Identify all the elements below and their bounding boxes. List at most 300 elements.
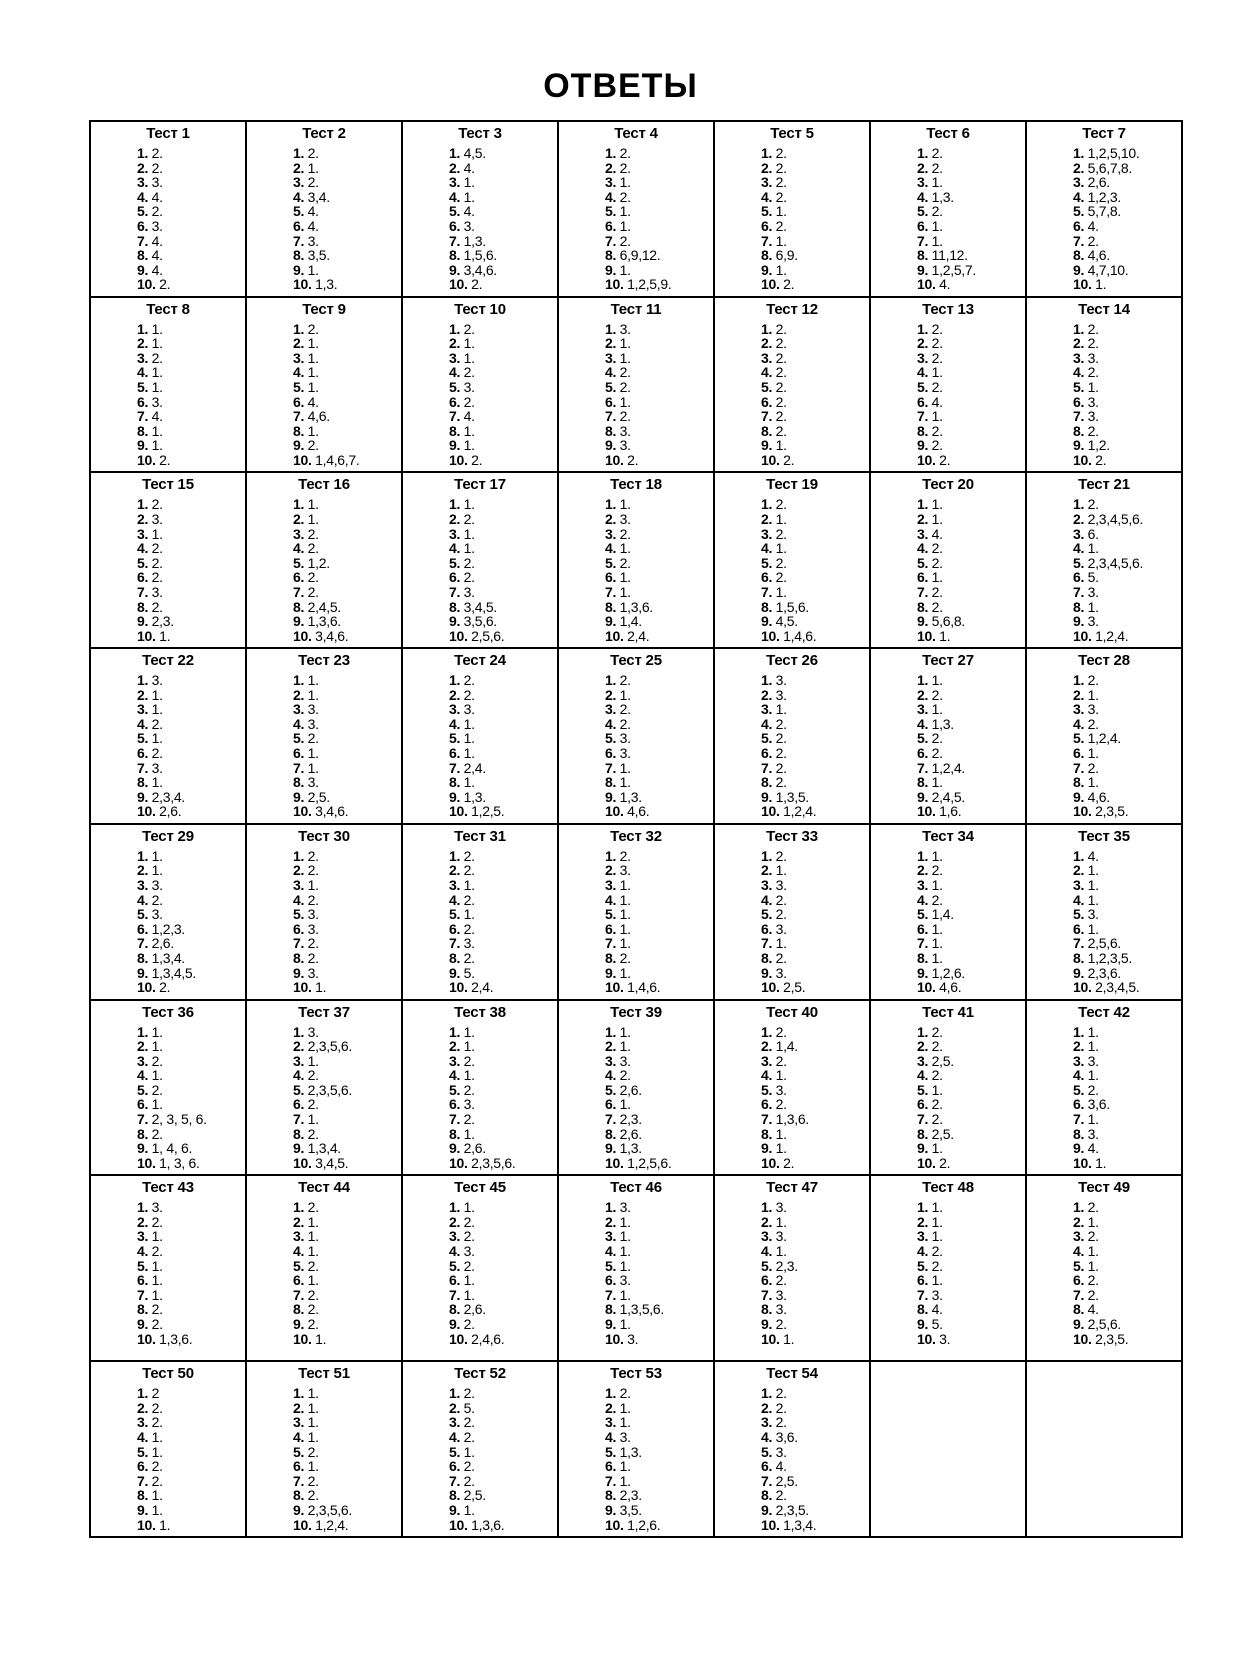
answer-item (605, 907, 713, 922)
answer-value: 4,6. (307, 408, 330, 425)
answer-value: 1. (783, 1330, 795, 1347)
question-number: 8. (761, 774, 773, 791)
answer-value: 2. (619, 554, 631, 571)
answer-value: 3. (619, 320, 631, 337)
answer-item (605, 1503, 713, 1518)
question-number: 1. (605, 1023, 617, 1040)
question-number: 4. (761, 1243, 773, 1259)
answer-value: 2. (931, 554, 943, 571)
answer-item (449, 702, 557, 717)
answer-item (137, 204, 245, 219)
answer-list (403, 1386, 557, 1532)
answer-item (605, 234, 713, 249)
answer-item (137, 175, 245, 190)
answer-item (449, 336, 557, 351)
answer-item (449, 922, 557, 937)
answer-item (761, 497, 869, 512)
answer-value: 2. (463, 1458, 475, 1475)
answer-item (137, 1229, 245, 1244)
test-cell (90, 824, 246, 1000)
answer-item (605, 717, 713, 732)
answer-value: 3,4. (307, 188, 330, 205)
answer-item (605, 204, 713, 219)
answer-value: 2. (619, 145, 631, 161)
answer-list (1027, 1025, 1181, 1171)
question-number: 3. (293, 877, 305, 893)
question-number: 5. (137, 203, 149, 220)
answer-value: 1. (307, 1243, 319, 1259)
question-number: 3. (293, 701, 305, 718)
answer-item (293, 204, 401, 219)
question-number: 2. (449, 159, 461, 176)
answer-value: 3,6. (1087, 1096, 1110, 1113)
answer-item (293, 1503, 401, 1518)
question-number: 4. (137, 1067, 149, 1084)
answer-item (917, 614, 1025, 629)
answer-value: 2,4. (463, 759, 486, 776)
answer-value: 2. (931, 745, 943, 762)
answer-value: 1. (151, 379, 163, 396)
question-number: 8. (449, 1487, 461, 1504)
answer-value: 1. (1087, 877, 1099, 893)
answer-item (293, 600, 401, 615)
question-number: 1. (761, 1023, 773, 1040)
answer-value: 2. (775, 379, 787, 396)
answer-list (715, 1200, 869, 1346)
test-title: Тест 28 (1078, 652, 1130, 670)
answer-list (559, 497, 713, 643)
answer-value: 1. (1087, 1257, 1099, 1274)
question-number: 10. (137, 803, 156, 820)
answer-item (137, 731, 245, 746)
answer-item (137, 775, 245, 790)
answer-item (449, 1229, 557, 1244)
answer-item (293, 1518, 401, 1533)
answer-item (1073, 424, 1181, 439)
answer-value: 3. (775, 1443, 787, 1460)
answer-value: 1,4,6. (627, 979, 661, 996)
answer-value: 1. (939, 627, 951, 644)
question-number: 1. (449, 1199, 461, 1216)
answer-item (293, 746, 401, 761)
question-number: 10. (761, 627, 780, 644)
answer-value: 3. (1087, 349, 1099, 366)
answer-item (605, 556, 713, 571)
answer-item (917, 629, 1025, 644)
answer-value: 2. (151, 1301, 163, 1318)
answer-value: 2. (775, 774, 787, 791)
answer-list (715, 849, 869, 995)
answer-value: 3. (307, 1023, 319, 1040)
answer-list (403, 1200, 557, 1346)
answer-value: 4. (931, 1301, 943, 1318)
answer-value: 1. (307, 1458, 319, 1475)
answer-value: 2,4. (627, 627, 650, 644)
answer-item (761, 1039, 869, 1054)
question-number: 3. (137, 1228, 149, 1245)
answer-value: 2. (1087, 232, 1099, 249)
test-cell (1026, 1175, 1182, 1361)
test-cell (558, 297, 714, 473)
grid-row (90, 648, 1182, 824)
test-title: Тест 42 (1078, 1003, 1130, 1021)
answer-item (917, 1083, 1025, 1098)
answer-item (449, 878, 557, 893)
answer-value: 1. (151, 730, 163, 747)
answer-value: 2,5,6. (1087, 935, 1121, 952)
answer-value: 3. (775, 1286, 787, 1303)
answer-value: 3. (619, 1428, 631, 1445)
test-cell (90, 121, 246, 297)
question-number: 3. (137, 1414, 149, 1431)
answer-item (293, 541, 401, 556)
answer-value: 2. (775, 1487, 787, 1504)
answer-value: 1. (619, 1414, 631, 1431)
answer-item (605, 1068, 713, 1083)
question-number: 7. (137, 1111, 149, 1128)
answer-item (293, 1097, 401, 1112)
answer-value: 1. (1095, 276, 1107, 293)
question-number: 2. (605, 686, 617, 703)
answer-item (761, 966, 869, 981)
answer-value: 2. (471, 276, 483, 293)
answer-value: 1. (1087, 1243, 1099, 1259)
answer-item (1073, 409, 1181, 424)
question-number: 6. (761, 393, 773, 410)
question-number: 6. (917, 217, 929, 234)
question-number: 5. (449, 203, 461, 220)
answer-value: 1. (775, 540, 787, 557)
answer-value: 1. (463, 906, 475, 923)
question-number: 7. (1073, 583, 1085, 600)
answer-value: 1. (1087, 379, 1099, 396)
question-number: 5. (917, 203, 929, 220)
question-number: 10. (137, 1330, 156, 1347)
question-number: 3. (449, 1414, 461, 1431)
test-title: Тест 45 (454, 1179, 506, 1197)
question-number: 3. (1073, 1052, 1085, 1069)
answer-value: 3,4,5. (463, 598, 497, 615)
answer-item (605, 351, 713, 366)
question-number: 10. (293, 1516, 312, 1533)
answer-value: 2. (463, 511, 475, 527)
answer-value: 2. (151, 1414, 163, 1431)
answer-value: 1. (307, 349, 319, 366)
answer-value: 3. (151, 759, 163, 776)
answer-value: 1. (1087, 686, 1099, 703)
question-number: 5. (137, 1443, 149, 1460)
answer-item (293, 512, 401, 527)
answer-value: 1. (151, 1067, 163, 1084)
answer-value: 1. (619, 174, 631, 191)
test-cell (558, 472, 714, 648)
answer-item (1073, 878, 1181, 893)
question-number: 1. (137, 847, 149, 864)
question-number: 10. (917, 452, 936, 469)
answer-item (1073, 263, 1181, 278)
answer-item (761, 629, 869, 644)
question-number: 9. (449, 964, 461, 981)
answer-value: 1. (463, 877, 475, 893)
answer-item (761, 1317, 869, 1332)
answer-item (761, 893, 869, 908)
answer-value: 2. (939, 1154, 951, 1171)
answer-item (1073, 395, 1181, 410)
answer-value: 2,3,6. (1087, 964, 1121, 981)
question-number: 8. (1073, 422, 1085, 439)
question-number: 6. (449, 393, 461, 410)
answer-item (917, 263, 1025, 278)
answer-item (1073, 804, 1181, 819)
question-number: 9. (137, 788, 149, 805)
answer-item (761, 1259, 869, 1274)
answer-item (761, 263, 869, 278)
answer-value: 2,3,5. (1095, 1330, 1129, 1347)
answer-value: 4. (151, 232, 163, 249)
question-number: 7. (605, 408, 617, 425)
question-number: 1. (605, 1199, 617, 1216)
question-number: 6. (917, 569, 929, 586)
answer-item (449, 907, 557, 922)
answer-item (1073, 1229, 1181, 1244)
answer-value: 1. (463, 1023, 475, 1040)
question-number: 4. (917, 891, 929, 908)
answer-value: 6,9,12. (619, 247, 661, 264)
answer-value: 2. (307, 569, 319, 586)
answer-value: 2,4,6. (471, 1330, 505, 1347)
question-number: 3. (449, 877, 461, 893)
answer-item (605, 1259, 713, 1274)
answer-value: 2. (307, 862, 319, 879)
answer-item (293, 556, 401, 571)
question-number: 10. (1073, 276, 1092, 293)
question-number: 3. (605, 349, 617, 366)
question-number: 1. (761, 320, 773, 337)
question-number: 10. (1073, 627, 1092, 644)
answer-item (1073, 717, 1181, 732)
question-number: 2. (1073, 1038, 1085, 1055)
answer-value: 3. (307, 701, 319, 718)
question-number: 7. (917, 935, 929, 952)
answer-value: 3. (1087, 583, 1099, 600)
answer-item (605, 1273, 713, 1288)
question-number: 2. (917, 335, 929, 352)
answer-item (761, 1445, 869, 1460)
answer-item (449, 541, 557, 556)
answer-value: 1,2,4. (1087, 730, 1121, 747)
answer-value: 1. (1087, 1111, 1099, 1128)
answer-item (293, 1112, 401, 1127)
answer-item (449, 424, 557, 439)
question-number: 10. (605, 1154, 624, 1171)
test-title: Тест 50 (142, 1365, 194, 1383)
answer-item (293, 277, 401, 292)
question-number: 1. (1073, 672, 1085, 689)
answer-item (761, 1474, 869, 1489)
question-number: 7. (293, 1286, 305, 1303)
question-number: 7. (449, 408, 461, 425)
question-number: 6. (605, 1458, 617, 1475)
answer-value: 2. (775, 496, 787, 513)
question-number: 2. (917, 511, 929, 527)
question-number: 7. (1073, 1111, 1085, 1128)
answer-item (137, 1112, 245, 1127)
answer-item (605, 336, 713, 351)
question-number: 5. (293, 1081, 305, 1098)
question-number: 10. (449, 1154, 468, 1171)
answer-value: 2. (151, 745, 163, 762)
question-number: 9. (449, 613, 461, 630)
answer-item (761, 600, 869, 615)
answer-list (559, 146, 713, 292)
answer-value: 1. (775, 862, 787, 879)
answer-item (605, 380, 713, 395)
answer-list (1027, 146, 1181, 292)
answer-item (449, 570, 557, 585)
answer-value: 3. (463, 701, 475, 718)
question-number: 4. (605, 1067, 617, 1084)
answer-value: 3. (463, 583, 475, 600)
answer-value: 1. (619, 759, 631, 776)
question-number: 1. (137, 672, 149, 689)
answer-item (137, 263, 245, 278)
answer-value: 1. (619, 686, 631, 703)
answer-value: 2,6. (151, 935, 174, 952)
question-number: 9. (605, 1501, 617, 1518)
answer-item (449, 175, 557, 190)
answer-value: 2. (463, 393, 475, 410)
answer-item (917, 1025, 1025, 1040)
answer-item (917, 527, 1025, 542)
question-number: 4. (449, 1428, 461, 1445)
answer-item (449, 365, 557, 380)
question-number: 1. (137, 1023, 149, 1040)
question-number: 3. (605, 174, 617, 191)
question-number: 9. (293, 788, 305, 805)
answer-value: 1,3. (315, 276, 338, 293)
answer-item (1073, 1259, 1181, 1274)
question-number: 3. (293, 1414, 305, 1431)
answer-item (449, 277, 557, 292)
answer-item (293, 614, 401, 629)
answer-list (403, 497, 557, 643)
answer-value: 1. (775, 583, 787, 600)
answer-item (1073, 453, 1181, 468)
question-number: 8. (917, 949, 929, 966)
question-number: 6. (449, 745, 461, 762)
answer-item (917, 804, 1025, 819)
answer-value: 5. (463, 1399, 475, 1416)
question-number: 9. (761, 613, 773, 630)
question-number: 1. (293, 1199, 305, 1216)
answer-item (605, 161, 713, 176)
question-number: 3. (449, 525, 461, 542)
answer-value: 3. (775, 920, 787, 937)
question-number: 5. (605, 730, 617, 747)
question-number: 7. (137, 1286, 149, 1303)
question-number: 1. (137, 496, 149, 513)
question-number: 5. (137, 1081, 149, 1098)
test-title: Тест 11 (610, 300, 662, 318)
question-number: 2. (605, 511, 617, 527)
answer-value: 2. (931, 862, 943, 879)
answer-item (605, 731, 713, 746)
answer-item (1073, 746, 1181, 761)
answer-value: 1. (151, 1038, 163, 1055)
answer-list (871, 322, 1025, 468)
answer-item (449, 980, 557, 995)
question-number: 4. (761, 1067, 773, 1084)
answer-value: 1. (463, 1286, 475, 1303)
answer-value: 1. (151, 320, 163, 337)
answer-value: 1. (1087, 862, 1099, 879)
answer-item (449, 966, 557, 981)
test-title: Тест 7 (1082, 125, 1126, 142)
question-number: 6. (293, 569, 305, 586)
question-number: 2. (1073, 862, 1085, 879)
answer-item (761, 717, 869, 732)
answer-item (293, 1488, 401, 1503)
answer-list (871, 1025, 1025, 1171)
question-number: 5. (293, 1257, 305, 1274)
question-number: 10. (917, 1154, 936, 1171)
question-number: 5. (1073, 906, 1085, 923)
question-number: 9. (917, 613, 929, 630)
question-number: 1. (1073, 1199, 1085, 1216)
answer-list (91, 1386, 245, 1532)
answer-list (559, 849, 713, 995)
answer-value: 2. (307, 583, 319, 600)
answer-value: 5,6,7,8. (1087, 159, 1132, 176)
test-title: Тест 1 (146, 125, 190, 142)
answer-value: 1. (1087, 540, 1099, 557)
question-number: 3. (293, 1228, 305, 1245)
answer-value: 1. (307, 422, 319, 439)
answer-item (761, 746, 869, 761)
answer-value: 1. (619, 1286, 631, 1303)
answer-value: 4,5. (463, 145, 486, 161)
answer-item (917, 409, 1025, 424)
question-number: 9. (293, 261, 305, 278)
answer-item (605, 761, 713, 776)
question-number: 5. (293, 203, 305, 220)
answer-item (917, 322, 1025, 337)
answer-item (761, 1068, 869, 1083)
answer-list (403, 322, 557, 468)
answer-item (137, 190, 245, 205)
question-number: 4. (137, 364, 149, 381)
answer-item (605, 1302, 713, 1317)
answer-value: 1. (1087, 774, 1099, 791)
answer-value: 2. (775, 1052, 787, 1069)
question-number: 9. (605, 788, 617, 805)
answer-item (605, 878, 713, 893)
question-number: 8. (293, 422, 305, 439)
answer-value: 1. (463, 349, 475, 366)
answer-value: 2. (775, 174, 787, 191)
answer-list (559, 1386, 713, 1532)
question-number: 5. (449, 906, 461, 923)
answer-item (1073, 863, 1181, 878)
question-number: 9. (137, 1501, 149, 1518)
answer-item (605, 497, 713, 512)
answer-item (293, 1459, 401, 1474)
answer-item (137, 1415, 245, 1430)
question-number: 6. (293, 1458, 305, 1475)
answer-item (137, 322, 245, 337)
question-number: 3. (917, 701, 929, 718)
answer-item (137, 1244, 245, 1259)
